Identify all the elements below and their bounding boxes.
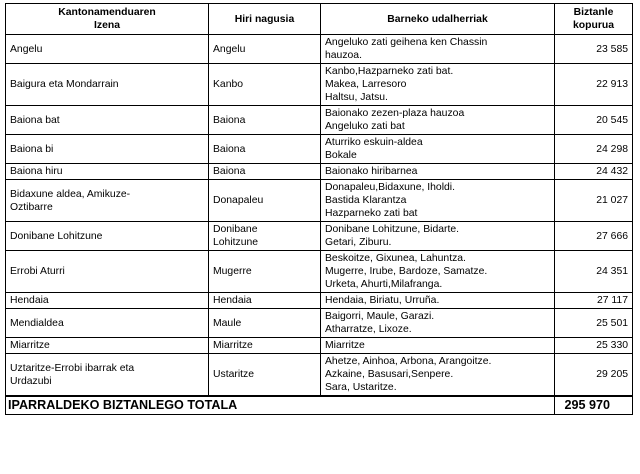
population-cell: 20 545	[555, 106, 633, 135]
capital-cell: Mugerre	[209, 251, 321, 293]
population-cell: 27 117	[555, 293, 633, 309]
canton-name-cell: Baiona bat	[6, 106, 209, 135]
table-row	[6, 354, 633, 397]
canton-name-cell: Donibane Lohitzune	[6, 222, 209, 251]
table-row	[6, 222, 633, 251]
municipalities-cell: Aturriko eskuin-aldea Bokale	[321, 135, 555, 164]
total-population: 295 970	[555, 396, 633, 415]
population-cell: 24 298	[555, 135, 633, 164]
canton-name-cell: Hendaia	[6, 293, 209, 309]
municipalities-cell: Angeluko zati geihena ken Chassin hauzoa.	[321, 35, 555, 64]
canton-name-cell: Baigura eta Mondarrain	[6, 64, 209, 106]
population-cell: 25 330	[555, 338, 633, 354]
population-cell: 29 205	[555, 354, 633, 397]
table-row	[6, 135, 633, 164]
table-row	[6, 106, 633, 135]
table-row	[6, 35, 633, 64]
population-cell: 24 432	[555, 164, 633, 180]
population-cell: 22 913	[555, 64, 633, 106]
header-municipalities: Barneko udalherriak	[321, 4, 555, 35]
canton-name-cell: Miarritze	[6, 338, 209, 354]
municipalities-cell: Baionako zezen-plaza hauzoa Angeluko zati bat	[321, 106, 555, 135]
municipalities-cell: Baigorri, Maule, Garazi. Atharratze, Lixoze.	[321, 309, 555, 338]
municipalities-cell: Baionako hiribarnea	[321, 164, 555, 180]
population-cell: 21 027	[555, 180, 633, 222]
municipalities-cell: Ahetze, Ainhoa, Arbona, Arangoitze. Azkaine, Basusari,Senpere. Sara, Ustaritze.	[321, 354, 555, 397]
total-row	[6, 396, 633, 415]
table-header-row	[6, 4, 633, 35]
canton-name-cell: Uztaritze-Errobi ibarrak eta Urdazubi	[6, 354, 209, 397]
municipalities-cell: Beskoitze, Gixunea, Lahuntza. Mugerre, Irube, Bardoze, Samatze. Urketa, Ahurti,Milafranga.	[321, 251, 555, 293]
capital-cell: Baiona	[209, 135, 321, 164]
table-row	[6, 309, 633, 338]
canton-population-table	[5, 3, 633, 415]
municipalities-cell: Hendaia, Biriatu, Urruña.	[321, 293, 555, 309]
capital-cell: Ustaritze	[209, 354, 321, 397]
header-capital: Hiri nagusia	[209, 4, 321, 35]
municipalities-cell: Donapaleu,Bidaxune, Iholdi. Bastida Klarantza Hazparneko zati bat	[321, 180, 555, 222]
table-row	[6, 251, 633, 293]
table-row	[6, 293, 633, 309]
population-cell: 23 585	[555, 35, 633, 64]
population-cell: 25 501	[555, 309, 633, 338]
population-cell: 27 666	[555, 222, 633, 251]
capital-cell: Donapaleu	[209, 180, 321, 222]
total-label: IPARRALDEKO BIZTANLEGO TOTALA	[6, 396, 555, 415]
capital-cell: Donibane Lohitzune	[209, 222, 321, 251]
canton-name-cell: Mendialdea	[6, 309, 209, 338]
capital-cell: Hendaia	[209, 293, 321, 309]
table-row	[6, 180, 633, 222]
table-body	[6, 35, 633, 397]
capital-cell: Baiona	[209, 106, 321, 135]
municipalities-cell: Miarritze	[321, 338, 555, 354]
table-row	[6, 338, 633, 354]
header-population: Biztanle kopurua	[555, 4, 633, 35]
table-row	[6, 64, 633, 106]
canton-name-cell: Baiona hiru	[6, 164, 209, 180]
capital-cell: Miarritze	[209, 338, 321, 354]
header-canton-name: Kantonamenduaren Izena	[6, 4, 209, 35]
capital-cell: Baiona	[209, 164, 321, 180]
municipalities-cell: Donibane Lohitzune, Bidarte. Getari, Ziburu.	[321, 222, 555, 251]
population-cell: 24 351	[555, 251, 633, 293]
capital-cell: Angelu	[209, 35, 321, 64]
capital-cell: Kanbo	[209, 64, 321, 106]
canton-name-cell: Baiona bi	[6, 135, 209, 164]
canton-name-cell: Angelu	[6, 35, 209, 64]
capital-cell: Maule	[209, 309, 321, 338]
canton-name-cell: Bidaxune aldea, Amikuze- Oztibarre	[6, 180, 209, 222]
table-row	[6, 164, 633, 180]
municipalities-cell: Kanbo,Hazparneko zati bat. Makea, Larresoro Haltsu, Jatsu.	[321, 64, 555, 106]
canton-name-cell: Errobi Aturri	[6, 251, 209, 293]
